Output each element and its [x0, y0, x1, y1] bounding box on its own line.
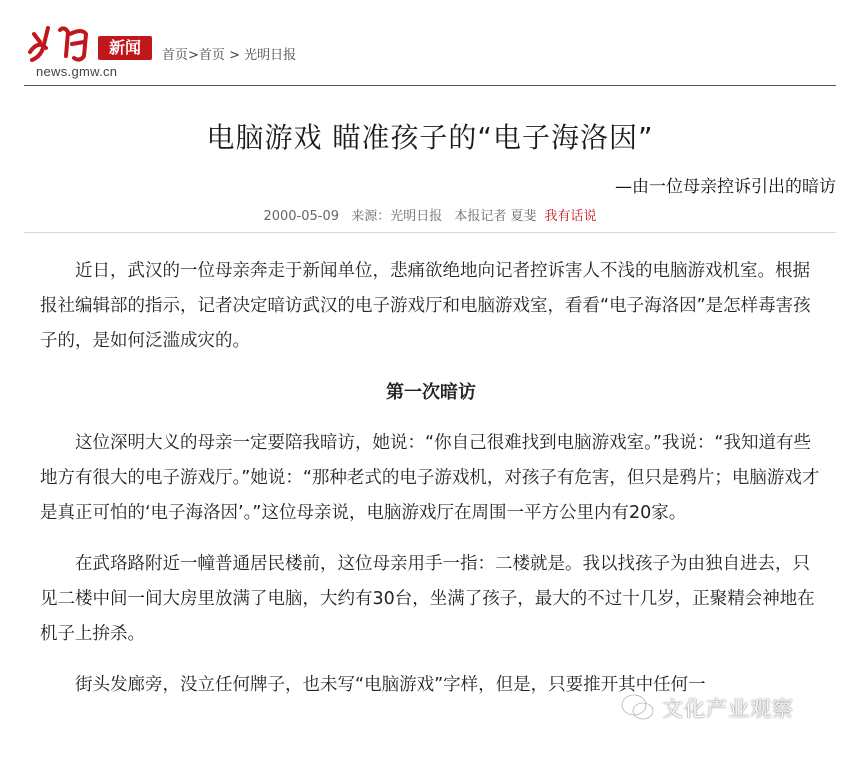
logo-domain: news.gmw.cn	[36, 64, 118, 79]
header-divider	[24, 85, 836, 86]
comment-link[interactable]: 我有话说	[544, 209, 597, 224]
article-body	[40, 254, 822, 719]
site-logo[interactable]	[24, 20, 154, 80]
breadcrumb-home-2[interactable]: 首页	[198, 48, 225, 63]
guangming-logo-icon	[24, 22, 96, 64]
paragraph: 在武珞路附近一幢普通居民楼前，这位母亲用手一指：二楼就是。我以找孩子为由独自进去，只见二楼中间一间大房里放满了电脑，大约有30台，坐满了孩子，最大的不过十几岁，正聚精会神地在机子上拚杀。	[40, 554, 815, 644]
breadcrumb	[162, 44, 296, 63]
paragraph: 近日，武汉的一位母亲奔走于新闻单位，悲痛欲绝地向记者控诉害人不浅的电脑游戏机室。根据报社编辑部的指示，记者决定暗访武汉的电子游戏厅和电脑游戏室，看看“电子海洛因”是怎样毒害孩子的，是如何泛滥成灾的。	[40, 261, 811, 351]
logo-news-badge: 新闻	[98, 36, 152, 60]
paragraph: 街头发廊旁，没立任何牌子，也未写“电脑游戏”字样，但是，只要推开其中任何一	[75, 675, 706, 695]
article-subtitle: —由一位母亲控诉引出的暗访	[615, 177, 836, 197]
paragraph: 这位深明大义的母亲一定要陪我暗访，她说：“你自己很难找到电脑游戏室。”我说：“我知道有些地方有很大的电子游戏厅。”她说：“那种老式的电子游戏机，对孩子有危害，但只是鸦片；电脑游戏才是真正可怕的‘电子海洛因’。”这位母亲说，电脑游戏厅在周围一平方公里内有20家。	[40, 433, 820, 523]
breadcrumb-separator: >	[188, 48, 199, 63]
site-header	[24, 20, 836, 86]
article-date: 2000-05-09	[263, 209, 340, 224]
meta-divider	[24, 232, 836, 233]
breadcrumb-guangming-daily[interactable]: 光明日报	[244, 48, 297, 63]
article-title: 电脑游戏 瞄准孩子的“电子海洛因”	[206, 121, 654, 154]
breadcrumb-separator: >	[224, 48, 245, 63]
article-meta	[24, 205, 836, 224]
article-author: 本报记者 夏斐	[454, 209, 537, 224]
wechat-icon	[620, 692, 656, 724]
breadcrumb-home-1[interactable]: 首页	[162, 48, 189, 63]
section-heading: 第一次暗访	[386, 382, 476, 403]
article-source: 来源：光明日报	[351, 209, 443, 224]
watermark-text: 文化产业观察	[662, 697, 794, 721]
watermark	[620, 688, 794, 728]
